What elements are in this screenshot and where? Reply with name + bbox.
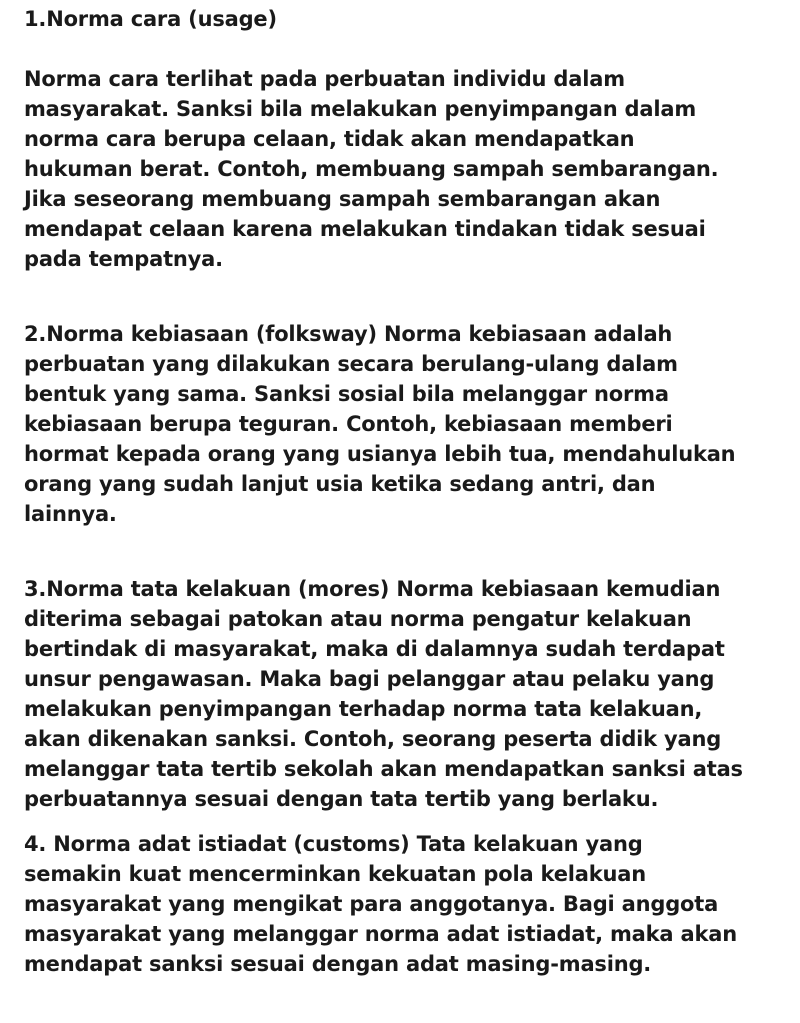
document-page — [24, 4, 794, 979]
section2-paragraph — [24, 319, 794, 529]
section1-line: masyarakat. Sanksi bila melakukan penyimpangan dalam — [24, 97, 697, 121]
section2-line: lainnya. — [24, 502, 117, 526]
section1-line: mendapat celaan karena melakukan tindakan tidak sesuai — [24, 217, 706, 241]
section3-line: diterima sebagai patokan atau norma pengatur kelakuan — [24, 607, 692, 631]
section1-line: pada tempatnya. — [24, 247, 223, 271]
section3-line: 3.Norma tata kelakuan (mores) Norma kebiasaan kemudian — [24, 577, 721, 601]
section4-line: masyarakat yang melanggar norma adat istiadat, maka akan — [24, 922, 737, 946]
section1-paragraph — [24, 64, 794, 274]
section1-line: Norma cara terlihat pada perbuatan individu dalam — [24, 67, 625, 91]
section1-title: 1.Norma cara (usage) — [24, 7, 277, 31]
section4-line: 4. Norma adat istiadat (customs) Tata kelakuan yang — [24, 832, 643, 856]
section2-line: bentuk yang sama. Sanksi sosial bila melanggar norma — [24, 382, 669, 406]
section4-line: mendapat sanksi sesuai dengan adat masing-masing. — [24, 952, 652, 976]
section3-line: bertindak di masyarakat, maka di dalamnya sudah terdapat — [24, 637, 725, 661]
section4-line: semakin kuat mencerminkan kekuatan pola kelakuan — [24, 862, 646, 886]
spacer — [24, 814, 794, 829]
section2-line: 2.Norma kebiasaan (folksway) Norma kebiasaan adalah — [24, 322, 673, 346]
section4-paragraph — [24, 829, 794, 979]
spacer — [24, 529, 794, 574]
section3-line: akan dikenakan sanksi. Contoh, seorang peserta didik yang — [24, 727, 722, 751]
section3-line: unsur pengawasan. Maka bagi pelanggar atau pelaku yang — [24, 667, 715, 691]
section2-line: hormat kepada orang yang usianya lebih tua, mendahulukan — [24, 442, 736, 466]
spacer — [24, 274, 794, 319]
section2-line: orang yang sudah lanjut usia ketika sedang antri, dan — [24, 472, 656, 496]
section3-line: perbuatannya sesuai dengan tata tertib yang berlaku. — [24, 787, 659, 811]
section4-line: masyarakat yang mengikat para anggotanya. Bagi anggota — [24, 892, 719, 916]
section1-line: norma cara berupa celaan, tidak akan mendapatkan — [24, 127, 635, 151]
section1-line: Jika seseorang membuang sampah sembarangan akan — [24, 187, 661, 211]
section1-line: hukuman berat. Contoh, membuang sampah sembarangan. — [24, 157, 719, 181]
section2-line: kebiasaan berupa teguran. Contoh, kebiasaan memberi — [24, 412, 673, 436]
section3-line: melanggar tata tertib sekolah akan mendapatkan sanksi atas — [24, 757, 743, 781]
section3-paragraph — [24, 574, 794, 814]
section2-line: perbuatan yang dilakukan secara berulang-ulang dalam — [24, 352, 678, 376]
section3-line: melakukan penyimpangan terhadap norma tata kelakuan, — [24, 697, 703, 721]
